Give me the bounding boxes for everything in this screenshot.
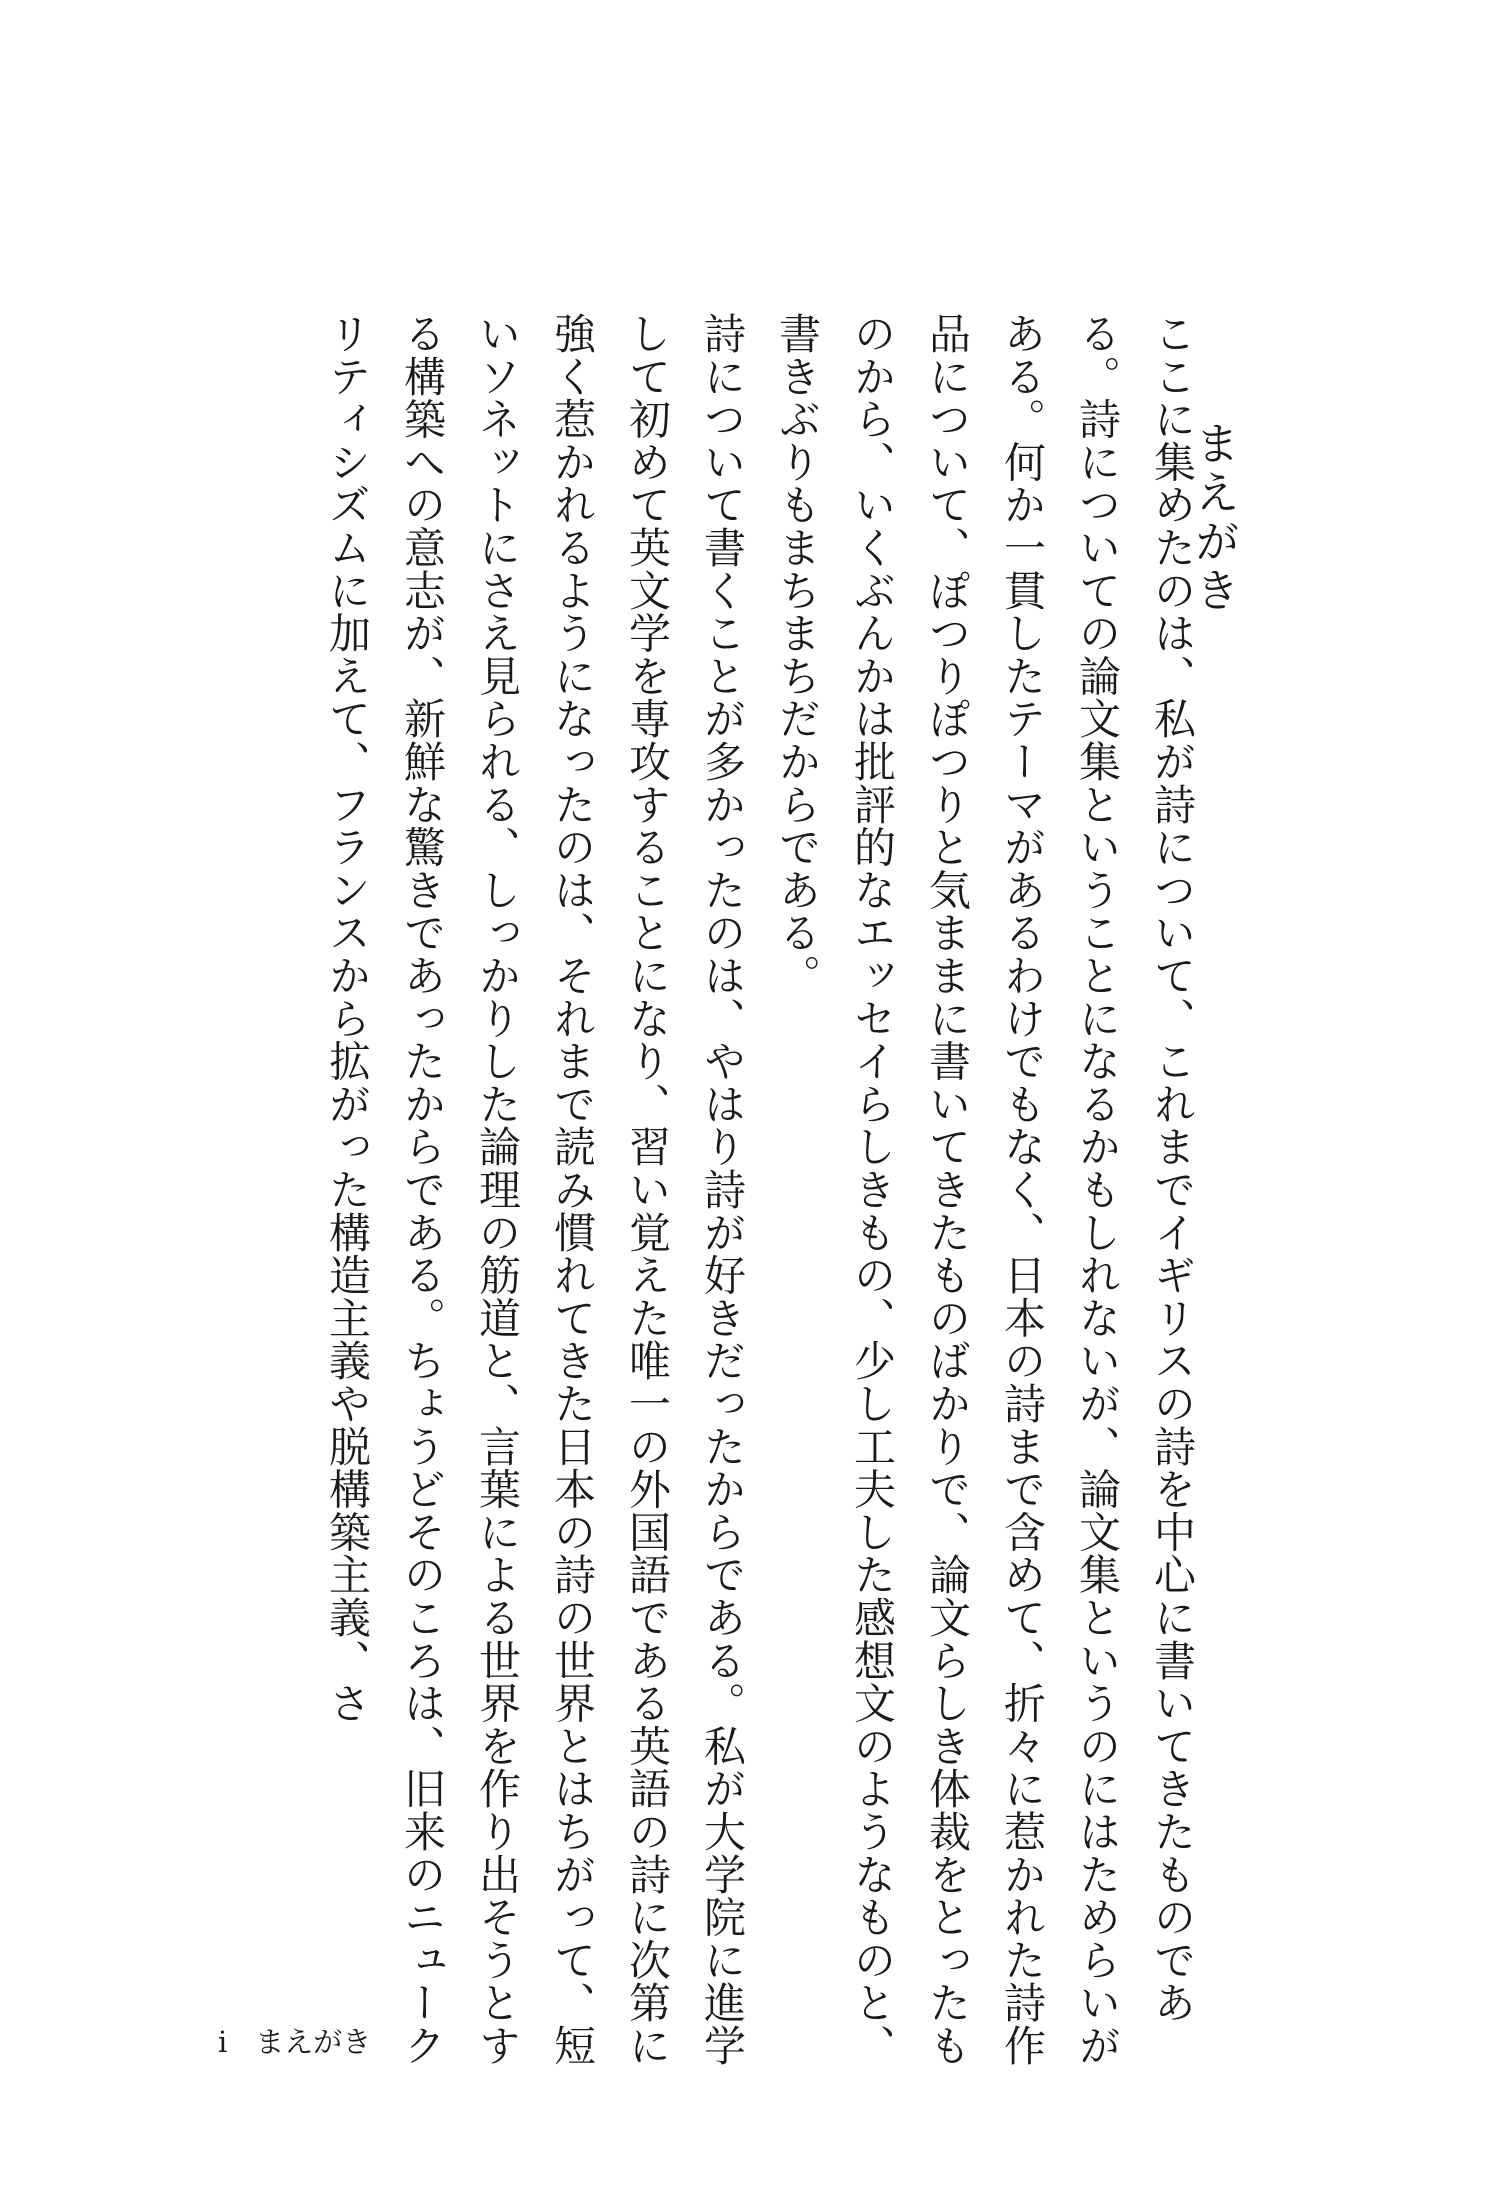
page-number: i xyxy=(218,2025,228,2059)
chapter-title: まえがき xyxy=(1187,420,1240,616)
body-text xyxy=(310,312,1210,2082)
paragraph: 詩について書くことが多かったのは、やはり詩が好きだったからである。私が大学院に進学して初めて英文学を専攻することになり、習い覚えた唯一の外国語である英語の詩に次第に強く惹かれるようになったのは、それまで読み慣れてきた日本の詩の世界とはちがって、短いソネットにさえ見られる、しっかりした論理の筋道と、言葉による世界を作り出そうとする構築への意志が、新鮮な驚きであったからである。ちょうどそのころは、旧来のニュークリティシズムに加えて、フランスから拡がった構造主義や脱構築主義、さ xyxy=(323,312,747,2067)
paragraph: ここに集めたのは、私が詩について、これまでイギリスの詩を中心に書いてきたものである。詩についての論文集ということになるかもしれないが、論文集というのにはためらいがある。何か一貫したテーマがあるわけでもなく、日本の詩まで含めて、折々に惹かれた詩作品について、ぽつりぽつりと気ままに書いてきたものばかりで、論文らしき体裁をとったものから、いくぶんかは批評的なエッセイらしきもの、少し工夫した感想文のようなものと、書きぶりもまちまちだからである。 xyxy=(773,312,1197,2067)
running-head: まえがき xyxy=(255,2025,372,2059)
page-footer xyxy=(218,2020,371,2061)
